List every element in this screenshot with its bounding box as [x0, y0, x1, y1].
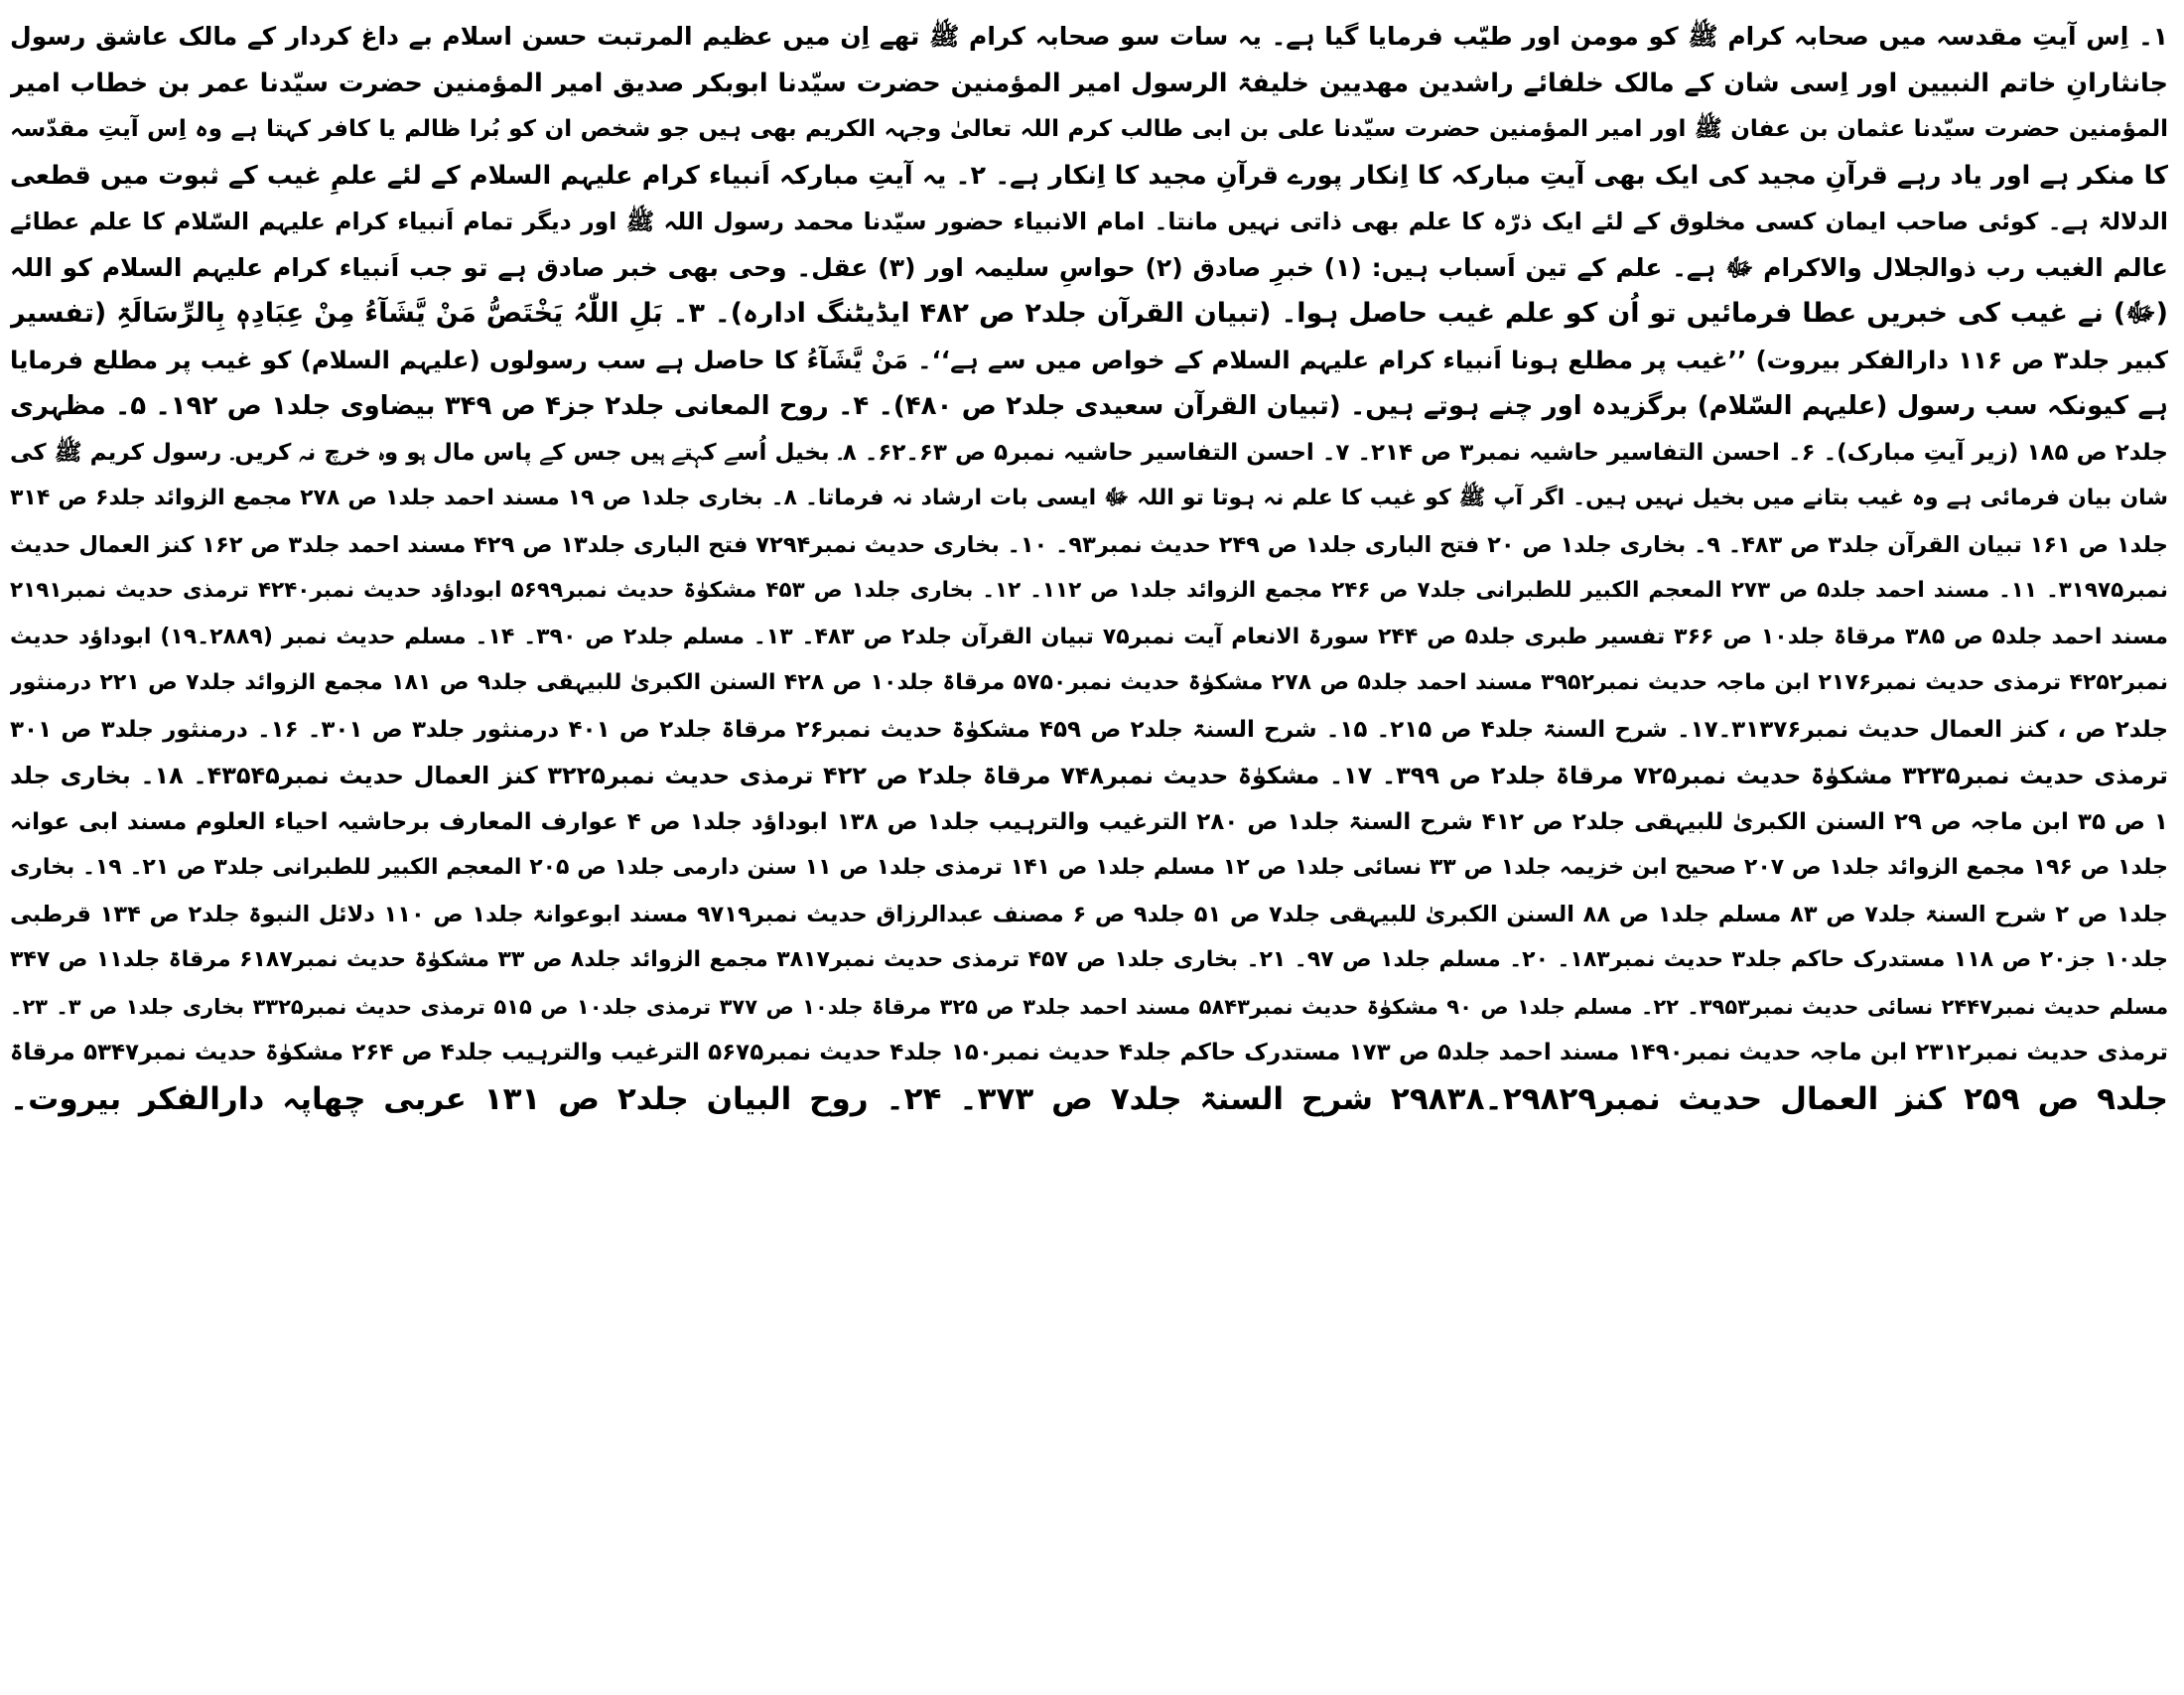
text-line: جلد۱ ص ۱۹۶ مجمع الزوائد جلد۱ ص ۲۰۷ صحیح ابن خزیمہ جلد۱ ص ۳۳ نسائی جلد۱ ص ۱۲ مسلم جلد۱ ص ۱۴۱ ترمذی جلد۱ ص ۱۱ سنن دارمی جلد۱ ص ۲۰۵ المعجم الکبیر للطبرانی جلد۳ ص ۲۱۔ ۱۹۔ بخاری	[10, 855, 2168, 880]
text-line: جلد۱ ص ۲ شرح السنۃ جلد۷ ص ۸۳ مسلم جلد۱ ص ۸۸ السنن الکبریٰ للبیہقی جلد۷ ص ۵۱ جلد۹ ص ۶ مصنف عبدالرزاق حدیث نمبر۹۷۱۹ مسند ابوعوانۃ جلد۱ ص ۱۱۰ دلائل النبوۃ جلد۲ ص ۱۳۴ قرطبی	[10, 901, 2168, 927]
text-line: جلد۲ ص ۱۸۵ (زیر آیتِ مبارک)۔ ۶۔ احسن التفاسیر حاشیہ نمبر۳ ص ۲۱۴۔ ۷۔ احسن التفاسیر حاشیہ نمبر۵ ص ۶۳۔۶۲۔ ۸۔ بخیل اُسے کہتے ہیں جس کے پاس مال ہو وہ خرچ نہ کریں۔ رسول کریم ﷺ کی	[10, 439, 2168, 466]
text-line-last	[10, 1122, 2168, 1169]
text-line: ترمذی حدیث نمبر۲۳۱۲ ابن ماجہ حدیث نمبر۱۴۹۰ مسند احمد جلد۵ ص ۱۷۳ مستدرک حاکم جلد۴ حدیث نمبر۱۵۰ جلد۴ حدیث نمبر۵۶۷۵ الترغیب والترہیب جلد۴ ص ۲۶۴ مشکوٰۃ حدیث نمبر۵۳۴۷ مرقاۃ	[10, 1040, 2168, 1065]
text-line: ہے کیونکہ سب رسول (علیہم السّلام) برگزیدہ اور چنے ہوتے ہیں۔ (تبیان القرآن سعیدی جلد۲ ص ۴۸۰)۔ ۴۔ روح المعانی جلد۲ جز۴ ص ۳۴۹ بیضاوی جلد۱ ص ۱۹۲۔ ۵۔ مظہری	[10, 391, 2168, 421]
text-line: کا منکر ہے اور یاد رہے قرآنِ مجید کی ایک بھی آیتِ مبارکہ کا اِنکار پورے قرآنِ مجید کا اِنکار ہے۔ ۲۔ یہ آیتِ مبارکہ اَنبیاء کرام علیہم السلام کے لئے علمِ غیب کے ثبوت میں قطعی	[10, 160, 2168, 191]
text-line: شان بیان فرمائی ہے وہ غیب بتانے میں بخیل نہیں ہیں۔ اگر آپ ﷺ کو غیب کا علم نہ ہوتا تو اللہ ﷻ ایسی بات ارشاد نہ فرماتا۔ ۸۔ بخاری جلد۱ ص ۱۹ مسند احمد جلد۱ ص ۲۷۸ مجمع الزوائد جلد۶ ص ۳۱۴	[10, 486, 2168, 510]
text-line: جانثارانِ خاتم النبیین اور اِسی شان کے مالک خلفائے راشدین مھدیین خلیفۃ الرسول امیر المؤمنین حضرت سیّدنا ابوبکر صدیق امیر المؤمنین حضرت سیّدنا عمر بن خطاب امیر	[10, 68, 2168, 98]
text-line: مسلم حدیث نمبر۲۴۴۷ نسائی حدیث نمبر۳۹۵۳۔ ۲۲۔ مسلم جلد۱ ص ۹۰ مشکوٰۃ حدیث نمبر۵۸۴۳ مسند احمد جلد۳ ص ۳۲۵ مرقاۃ جلد۱۰ ص ۳۷۷ ترمذی جلد۱۰ ص ۵۱۵ ترمذی حدیث نمبر۳۳۲۵ بخاری جلد۱ ص ۳۔ ۲۳۔	[10, 994, 2168, 1019]
text-line: نمبر۴۲۵۲ ترمذی حدیث نمبر۲۱۷۶ ابن ماجہ حدیث نمبر۳۹۵۲ مسند احمد جلد۵ ص ۲۷۸ مشکوٰۃ حدیث نمبر۵۷۵۰ مرقاۃ جلد۱۰ ص ۴۲۸ السنن الکبریٰ للبیہقی جلد۹ ص ۱۸۱ مجمع الزوائد جلد۷ ص ۲۲۱ درمنثور	[10, 670, 2168, 695]
text-line: جلد۱ ص ۱۶۱ تبیان القرآن جلد۳ ص ۴۸۳۔ ۹۔ بخاری جلد۱ ص ۲۰ فتح الباری جلد۱ ص ۲۴۹ حدیث نمبر۹۳۔ ۱۰۔ بخاری حدیث نمبر۷۲۹۴ فتح الباری جلد۱۳ ص ۴۲۹ مسند احمد جلد۳ ص ۱۶۲ کنز العمال حدیث	[10, 531, 2168, 558]
text-line: المؤمنین حضرت سیّدنا عثمان بن عفان ﷺ اور امیر المؤمنین حضرت سیّدنا علی بن ابی طالب کرم اللہ تعالیٰ وجہہ الکریم بھی ہیں جو شخص ان کو بُرا ظالم یا کافر کہتا ہے وہ اِس آیتِ مقدّسہ	[10, 116, 2168, 142]
text-line: جلد۲ ص ، کنز العمال حدیث نمبر۳۱۳۷۶۔۱۷۔ شرح السنۃ جلد۴ ص ۲۱۵۔ ۱۵۔ شرح السنۃ جلد۲ ص ۴۵۹ مشکوٰۃ حدیث نمبر۲۶ مرقاۃ جلد۲ ص ۴۰۱ درمنثور جلد۳ ص ۳۰۱۔ ۱۶۔ درمنثور جلد۳ ص ۳۰۱	[10, 716, 2168, 743]
text-line: جلد۱۰ جز۲۰ ص ۱۱۸ مستدرک حاکم جلد۳ حدیث نمبر۱۸۳۔ ۲۰۔ مسلم جلد۱ ص ۹۷۔ ۲۱۔ بخاری جلد۱ ص ۴۵۷ ترمذی حدیث نمبر۳۸۱۷ مجمع الزوائد جلد۸ ص ۳۳ مشکوٰۃ حدیث نمبر۶۱۸۷ مرقاۃ جلد۱۱ ص ۳۴۷	[10, 947, 2168, 972]
text-line: کبیر جلد۳ ص ۱۱۶ دارالفکر بیروت) ’’غیب پر مطلع ہونا اَنبیاء کرام علیہم السلام کے خواص میں سے ہے‘‘۔ مَنْ یَّشَآءُ کا حاصل ہے سب رسولوں (علیہم السلام) کو غیب پر مطلع فرمایا	[10, 345, 2168, 374]
text-line: نمبر۳۱۹۷۵۔ ۱۱۔ مسند احمد جلد۵ ص ۲۷۳ المعجم الکبیر للطبرانی جلد۷ ص ۲۴۶ مجمع الزوائد جلد۱ ص ۱۱۲۔ ۱۲۔ بخاری جلد۱ ص ۴۵۳ مشکوٰۃ حدیث نمبر۵۶۹۹ ابوداؤد حدیث نمبر۴۲۴۰ ترمذی حدیث نمبر۲۱۹۱	[10, 578, 2168, 603]
text-line: ترمذی حدیث نمبر۳۲۳۵ مشکوٰۃ حدیث نمبر۷۲۵ مرقاۃ جلد۲ ص ۳۹۹۔ ۱۷۔ مشکوٰۃ حدیث نمبر۷۴۸ مرقاۃ جلد۲ ص ۴۲۲ ترمذی حدیث نمبر۳۲۲۵ کنز العمال حدیث نمبر۴۳۵۴۵۔ ۱۸۔ بخاری جلد	[10, 762, 2168, 789]
text-line: (ﷻ) نے غیب کی خبریں عطا فرمائیں تو اُن کو علم غیب حاصل ہوا۔ (تبیان القرآن جلد۲ ص ۴۸۲ ایڈیٹنگ ادارہ)۔ ۳۔ بَلِ اللّٰہُ یَخْتَصُّ مَنْ یَّشَآءُ مِنْ عِبَادِہٖ بِالرِّسَالَۃِ (تفسیر	[10, 298, 2168, 329]
text-line: عالم الغیب رب ذوالجلال والاکرام ﷻ ہے۔ علم کے تین اَسباب ہیں: (۱) خبرِ صادق (۲) حواسِ سلیمہ اور (۳) عقل۔ وحی بھی خبر صادق ہے تو جب اَنبیاء کرام علیہم السلام کو اللہ	[10, 252, 2168, 282]
text-line: مسند احمد جلد۵ ص ۳۸۵ مرقاۃ جلد۱۰ ص ۳۶۶ تفسیر طبری جلد۵ ص ۲۴۴ سورۃ الانعام آیت نمبر۷۵ تبیان القرآن جلد۲ ص ۴۸۳۔ ۱۳۔ مسلم جلد۲ ص ۳۹۰۔ ۱۴۔ مسلم حدیث نمبر (۲۸۸۹۔۱۹) ابوداؤد حدیث	[10, 624, 2168, 649]
text-line: جلد۹ ص ۲۵۹ کنز العمال حدیث نمبر۲۹۸۲۹۔۲۹۸۳۸ شرح السنۃ جلد۷ ص ۳۷۳۔ ۲۴۔ روح البیان جلد۲ ص ۱۳۱ عربی چھاپہ دارالفکر بیروت۔	[10, 1080, 2168, 1117]
text-line: ۱۔ اِس آیتِ مقدسہ میں صحابہ کرام ﷺ کو مومن اور طیّب فرمایا گیا ہے۔ یہ سات سو صحابہ کرام ﷺ تھے اِن میں عظیم المرتبت حسن اسلام بے داغ کردار کے مالک عاشق رسول	[10, 22, 2168, 51]
text-line: الدلالۃ ہے۔ کوئی صاحب ایمان کسی مخلوق کے لئے ایک ذرّہ کا علم بھی ذاتی نہیں مانتا۔ امام الانبیاء حضور سیّدنا محمد رسول اللہ ﷺ اور دیگر تمام اَنبیاء کرام علیہم السّلام کا علم عطائے	[10, 208, 2168, 235]
text-line: ۱ ص ۳۵ ابن ماجہ ص ۲۹ السنن الکبریٰ للبیہقی جلد۲ ص ۴۱۲ شرح السنۃ جلد۱ ص ۲۸۰ الترغیب والترہیب جلد۱ ص ۱۳۸ ابوداؤد جلد۱ ص ۴ عوارف المعارف برحاشیہ احیاء العلوم مسند ابی عوانہ	[10, 808, 2168, 835]
